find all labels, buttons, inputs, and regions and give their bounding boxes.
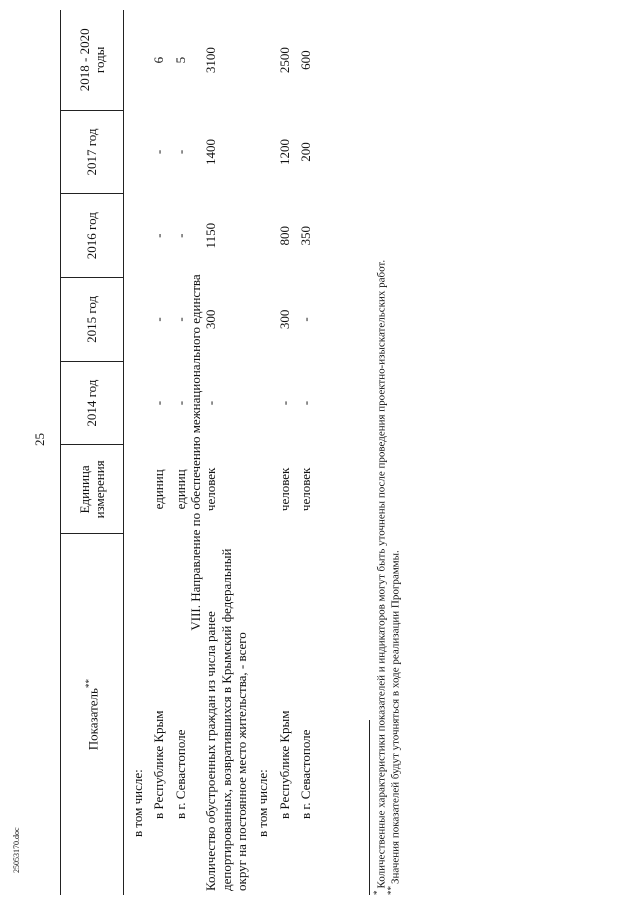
header-year-2017: 2017 год: [61, 110, 124, 194]
footnote-2: [386, 95, 403, 895]
footnote-mark: *: [372, 890, 382, 895]
row-unit: единиц: [151, 469, 167, 510]
table-row: [151, 10, 166, 895]
table-row: [130, 10, 145, 895]
row-unit: человек: [203, 467, 219, 512]
table-row: [298, 10, 313, 895]
header-year-2018-2020: 2018 - 2020 годы: [61, 10, 124, 110]
row-value: -: [151, 233, 167, 238]
row-value: 300: [203, 309, 219, 330]
section-title: VIII. Направление по обеспечению межнационального единства: [187, 274, 203, 631]
row-label: в том числе:: [255, 769, 271, 837]
footnote-divider: [369, 720, 370, 895]
row-value: -: [151, 400, 167, 406]
page-number: 25: [32, 433, 47, 446]
row-value: [255, 278, 270, 362]
row-value: [130, 10, 145, 110]
header-year-2015: 2015 год: [61, 278, 124, 362]
row-value: 800: [276, 225, 292, 246]
row-unit: [130, 445, 145, 534]
row-value: [255, 361, 270, 445]
header-year-2016: 2016 год: [61, 194, 124, 278]
rotated-page-content: [60, 10, 510, 895]
row-value: 350: [297, 225, 313, 246]
row-unit: человек: [297, 467, 313, 512]
row-unit: человек: [276, 467, 292, 512]
row-value: [255, 110, 270, 194]
row-value: -: [276, 400, 292, 406]
row-value: -: [172, 317, 188, 322]
table-header-row: [61, 10, 124, 895]
table-row: [277, 10, 292, 895]
row-value: -: [172, 400, 188, 406]
row-value: 300: [276, 309, 292, 330]
footnote-text: Значения показателей будут уточняться в ходе реализации Программы.: [389, 550, 402, 884]
row-value: -: [151, 149, 167, 155]
row-value: 1150: [203, 222, 219, 249]
row-value: 2500: [276, 47, 292, 74]
row-value: 1200: [276, 138, 292, 165]
row-value: [130, 361, 145, 445]
row-label: в Республике Крым: [151, 710, 167, 819]
row-value: 6: [151, 56, 167, 64]
table-row: [203, 10, 249, 895]
row-value: 3100: [203, 47, 219, 74]
row-value: [255, 194, 270, 278]
row-value: -: [151, 317, 167, 322]
document-reference: 25053170.doc: [12, 827, 21, 873]
indicators-table: [60, 10, 313, 895]
row-value: 200: [297, 142, 313, 162]
header-year-2014: 2014 год: [61, 361, 124, 445]
footnote-mark: **: [386, 886, 396, 895]
row-value: 5: [172, 56, 188, 64]
row-value: 1400: [203, 138, 219, 165]
row-label: в том числе:: [130, 769, 145, 837]
table-row: [255, 10, 270, 895]
row-value: -: [297, 317, 313, 322]
row-value: [130, 110, 145, 194]
header-indicator-mark: **: [83, 679, 94, 689]
row-unit: единиц: [172, 469, 188, 510]
row-label: в Республике Крым: [276, 710, 292, 819]
header-unit: Единица измерения: [61, 445, 124, 534]
row-value: -: [297, 400, 313, 406]
row-label: Количество обустроенных граждан из числа ранее депортированных, возвратившихся в Крымский федеральный округ на постоянное место жительства, - всего: [203, 548, 249, 891]
row-label: в г. Севастополе: [297, 729, 313, 819]
row-value: [130, 278, 145, 362]
row-value: [130, 194, 145, 278]
header-indicator: Показатель**: [61, 534, 124, 895]
row-value: 600: [297, 50, 313, 70]
row-value: -: [172, 149, 188, 155]
row-label: в г. Севастополе: [172, 729, 188, 819]
table-row: [173, 10, 188, 895]
section-heading-row: [188, 10, 203, 895]
row-value: [255, 10, 270, 110]
footnote-text: Количественные характеристики показателей и индикаторов могут быть уточнены после проведения проектно-изыскательских работ.: [375, 259, 388, 889]
row-value: -: [203, 400, 219, 406]
row-value: -: [172, 233, 188, 238]
row-unit: [255, 445, 270, 534]
